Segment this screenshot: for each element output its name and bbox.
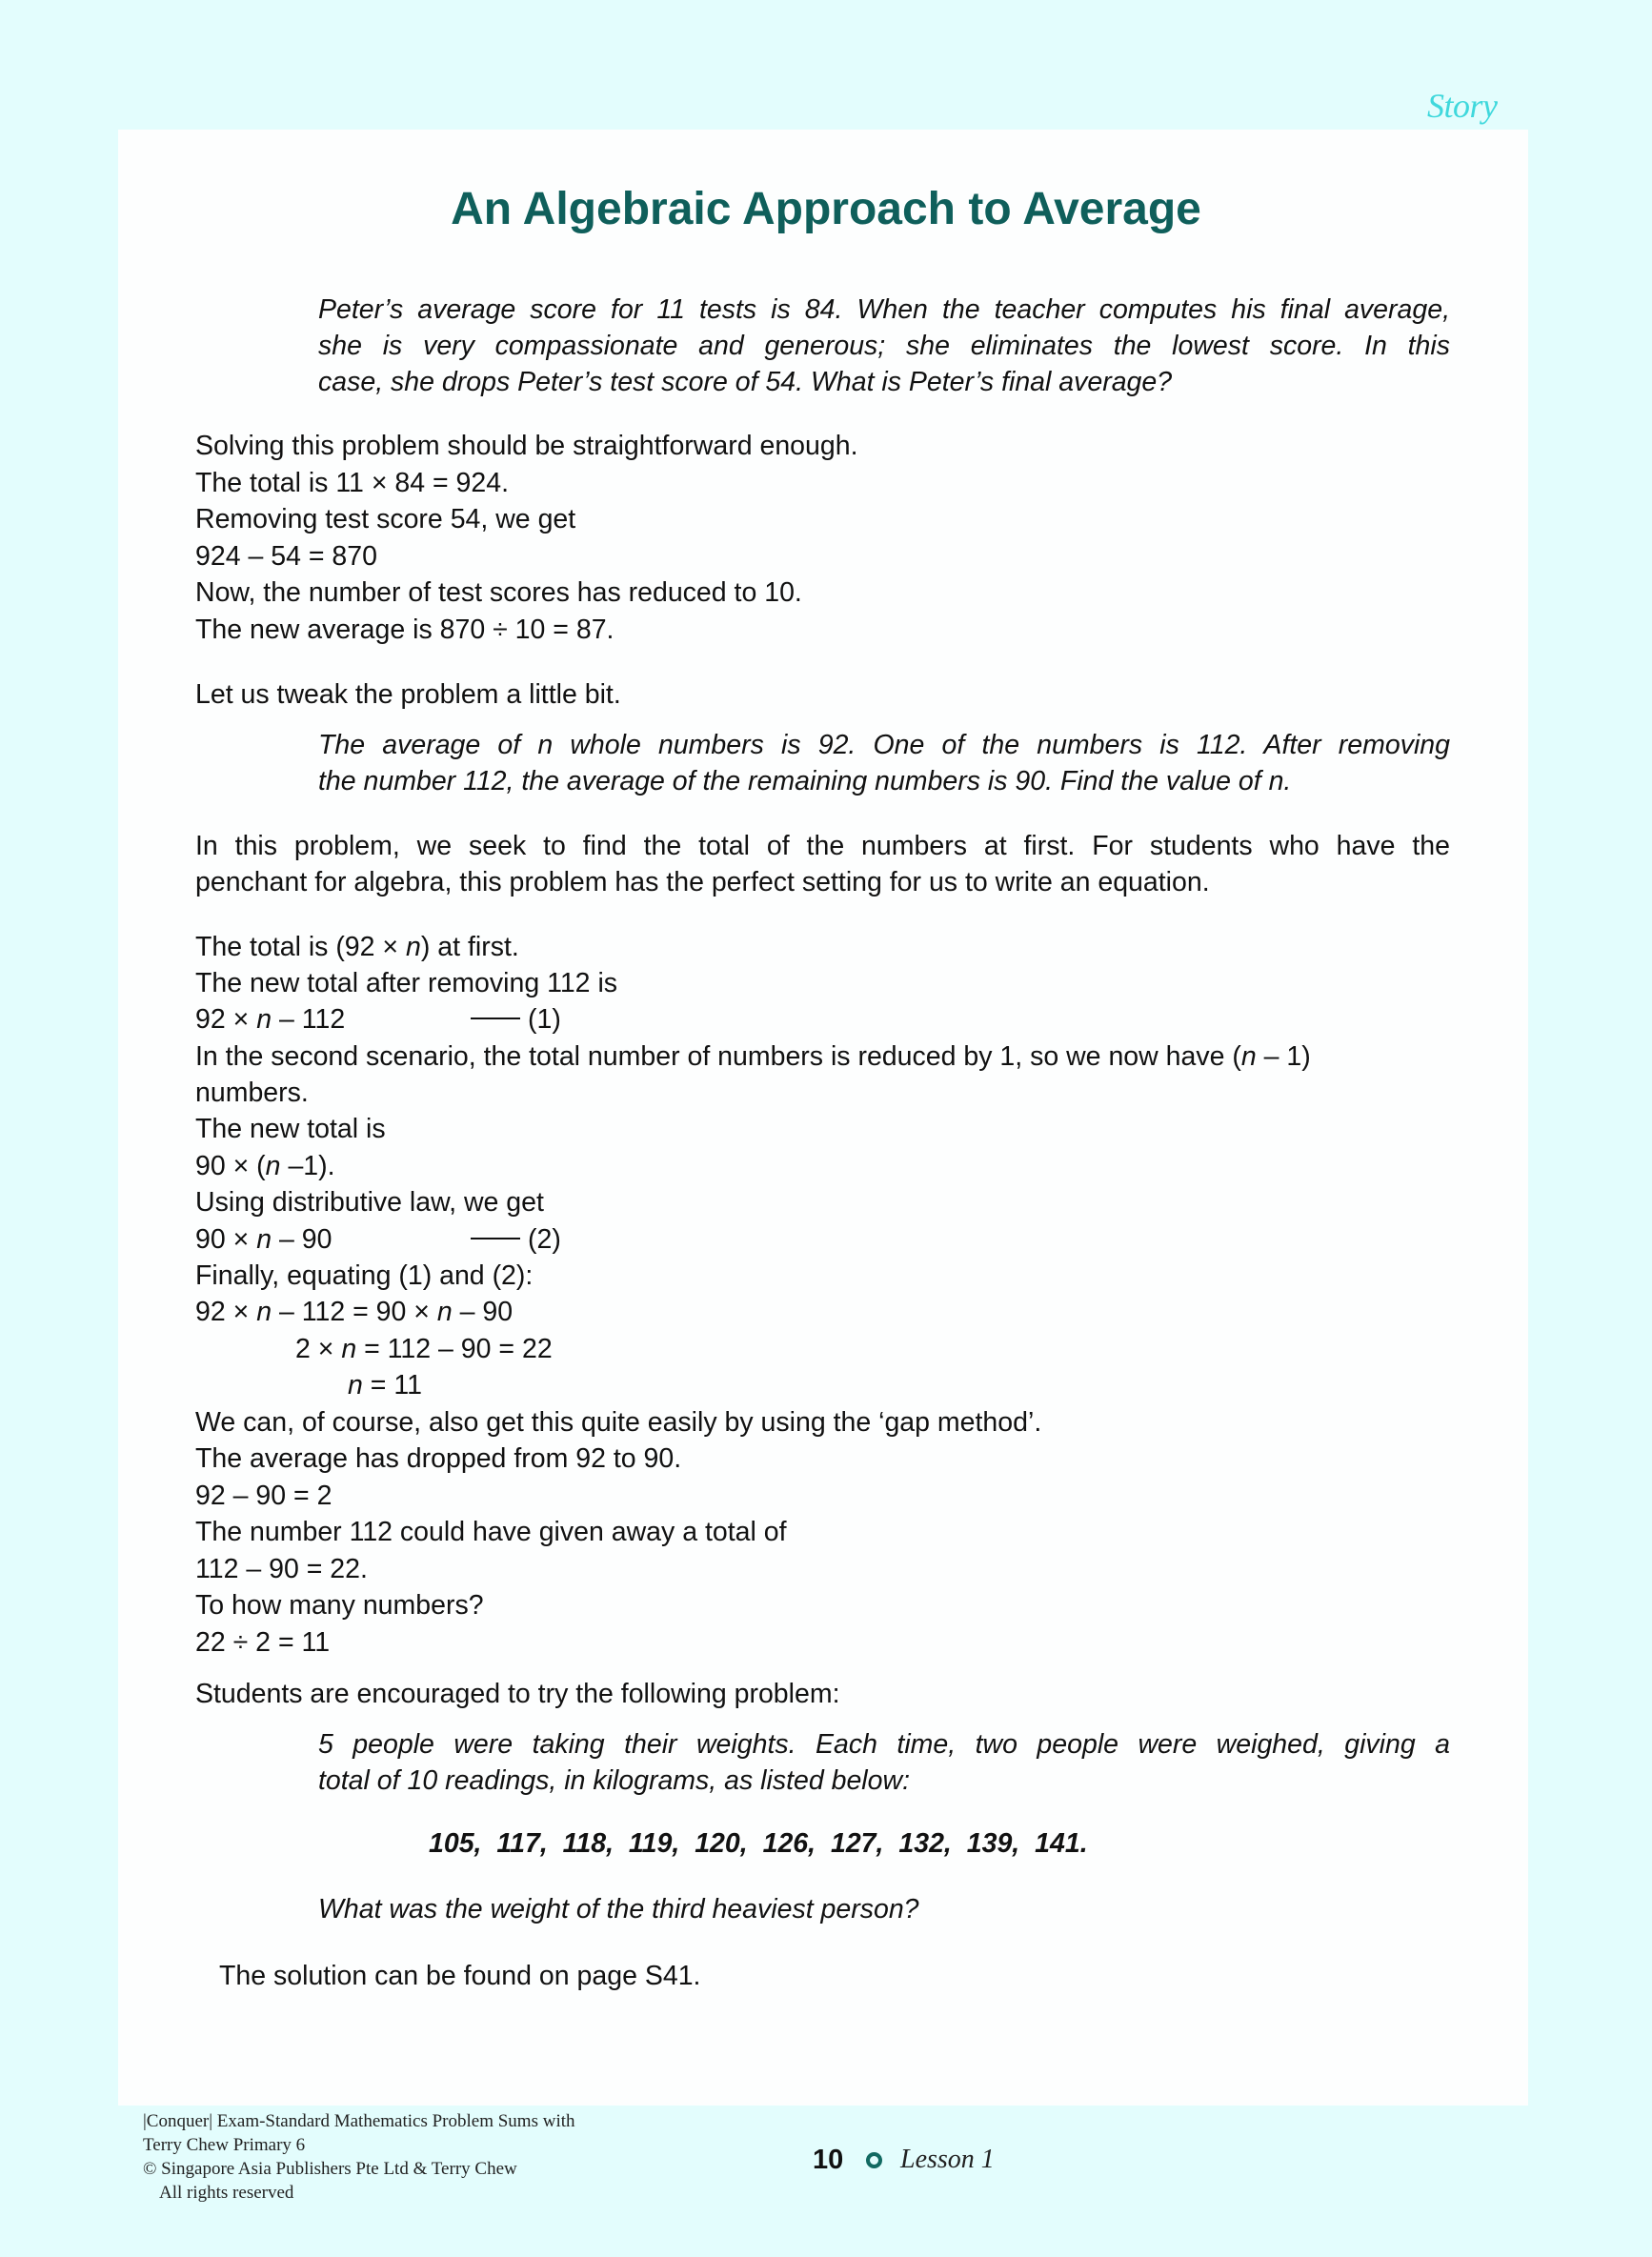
problem-line: case, she drops Peter’s test score of 54. What is Peter’s final average? bbox=[318, 367, 1173, 397]
text-line: The new total is bbox=[195, 1114, 386, 1144]
text-line: The number 112 could have given away a total of bbox=[195, 1517, 787, 1547]
text-line: The new average is 870 ÷ 10 = 87. bbox=[195, 615, 614, 645]
text-line: 112 – 90 = 22. bbox=[195, 1554, 368, 1584]
page-number: 10 bbox=[813, 2145, 844, 2175]
problem-line: Peter’s average score for 11 tests is 84. When the teacher computes his final average, bbox=[318, 294, 1450, 325]
problem-line: 5 people were taking their weights. Each time, two people were weighed, giving a bbox=[318, 1729, 1450, 1760]
text-line: The new total after removing 112 is bbox=[195, 968, 618, 998]
text-line: In this problem, we seek to find the total of the numbers at first. For students who have the bbox=[195, 831, 1450, 861]
exercise-question: What was the weight of the third heaviest person? bbox=[318, 1894, 919, 1924]
text-line: Finally, equating (1) and (2): bbox=[195, 1260, 534, 1291]
text-line: Now, the number of test scores has reduced to 10. bbox=[195, 577, 802, 608]
text-line: Solving this problem should be straightforward enough. bbox=[195, 431, 858, 461]
text-line: The average has dropped from 92 to 90. bbox=[195, 1443, 682, 1474]
section-label: Story bbox=[1427, 87, 1498, 125]
problem-line: total of 10 readings, in kilograms, as listed below: bbox=[318, 1765, 910, 1796]
equation-tag-2: (2) bbox=[471, 1221, 561, 1258]
equation-tag-1: (1) bbox=[471, 1001, 561, 1038]
text-line: The total is 11 × 84 = 924. bbox=[195, 468, 510, 498]
page-title: An Algebraic Approach to Average bbox=[451, 184, 1201, 234]
equation-2: 90 × n – 90 bbox=[195, 1224, 332, 1255]
text-line: 22 ÷ 2 = 11 bbox=[195, 1627, 331, 1658]
solution-reference: The solution can be found on page S41. bbox=[219, 1961, 701, 1991]
dash-rule bbox=[471, 1238, 520, 1239]
text-line: 924 – 54 = 870 bbox=[195, 541, 377, 572]
text-line: numbers. bbox=[195, 1078, 309, 1108]
problem-line: she is very compassionate and generous; she eliminates the lowest score. In this bbox=[318, 331, 1450, 361]
readings-list: 105, 117, 118, 119, 120, 126, 127, 132, 139, 141. bbox=[429, 1828, 1088, 1859]
problem-line: The average of n whole numbers is 92. One of the numbers is 112. After removing bbox=[318, 730, 1450, 760]
lesson-label: Lesson 1 bbox=[900, 2145, 995, 2174]
problem-line: the number 112, the average of the remaining numbers is 90. Find the value of n. bbox=[318, 766, 1292, 796]
ring-bullet-icon bbox=[866, 2152, 882, 2168]
equation-line: 92 × n – 112 = 90 × n – 90 bbox=[195, 1297, 514, 1327]
text-line: The total is (92 × n) at first. bbox=[195, 932, 519, 962]
equation-line: 2 × n = 112 – 90 = 22 bbox=[295, 1334, 553, 1364]
text-line: Removing test score 54, we get bbox=[195, 504, 576, 534]
text-line: 90 × (n –1). bbox=[195, 1151, 335, 1181]
text-line: Using distributive law, we get bbox=[195, 1187, 544, 1218]
tweak-intro: Let us tweak the problem a little bit. bbox=[195, 679, 621, 710]
footer-line: All rights reserved bbox=[159, 2183, 294, 2203]
footer-line: |Conquer| Exam-Standard Mathematics Problem Sums with bbox=[143, 2111, 575, 2131]
dash-rule bbox=[471, 1018, 520, 1019]
footer-line: © Singapore Asia Publishers Pte Ltd & Terry Chew bbox=[143, 2159, 517, 2179]
text-line: To how many numbers? bbox=[195, 1590, 484, 1621]
footer-credits bbox=[143, 2109, 575, 2205]
equation-1: 92 × n – 112 bbox=[195, 1004, 346, 1035]
text-line: In the second scenario, the total number of numbers is reduced by 1, so we now have (n – 1) bbox=[195, 1041, 1311, 1072]
exercise-intro: Students are encouraged to try the following problem: bbox=[195, 1679, 840, 1709]
text-line: 92 – 90 = 2 bbox=[195, 1481, 332, 1511]
footer-line: Terry Chew Primary 6 bbox=[143, 2135, 306, 2155]
text-line: penchant for algebra, this problem has the perfect setting for us to write an equation. bbox=[195, 867, 1210, 897]
text-line: We can, of course, also get this quite easily by using the ‘gap method’. bbox=[195, 1407, 1042, 1438]
equation-line: n = 11 bbox=[348, 1370, 422, 1401]
